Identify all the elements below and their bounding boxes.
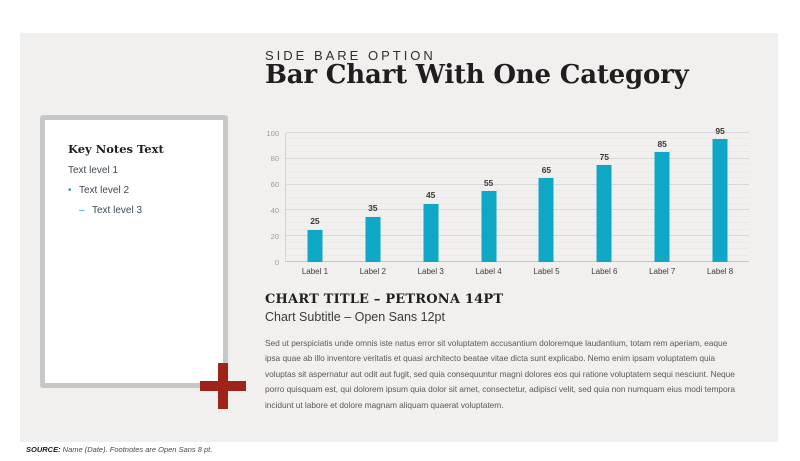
bar-value-label: 25 (310, 216, 320, 227)
x-axis-category-label: Label 7 (649, 267, 676, 276)
y-axis-tick-label: 20 (270, 231, 279, 241)
key-notes-item (68, 185, 209, 196)
bar (539, 178, 554, 262)
bar-slot (402, 133, 460, 276)
source-footnote (26, 445, 212, 454)
bar-slot (286, 133, 344, 276)
x-axis-category-label: Label 5 (533, 267, 560, 276)
x-axis-category-label: Label 8 (706, 267, 734, 276)
bar-value-label: 65 (541, 164, 552, 175)
bar (655, 152, 670, 262)
body-paragraph: Sed ut perspiciatis unde omnis iste natus error sit voluptatem accusantium doloremque laudantium, totam rem aperiam, eaque ipsa quae ab illo inventore veritatis et quasi architecto beatae vitae dicta sunt explicabo. Nemo enim ipsam voluptatem quia voluptas sit aspernatur aut odit aut fugit, sed quia consequuntur magni dolores eos qui ratione voluptatem sequi nesciunt. Neque porro quisquam est, qui dolorem ipsum quia dolor sit amet, consectetur, adipisci velit, sed quia non numquam eius modi tempora incidunt ut labore et dolore magnam aliquam quaerat voluptatem. (265, 338, 735, 410)
bar (713, 139, 728, 262)
red-cross-vertical-bar (218, 363, 228, 409)
x-axis-category-label: Label 6 (591, 267, 618, 276)
page-title: Bar Chart With One Category (265, 60, 689, 90)
dash-icon: – (79, 205, 85, 216)
bar (365, 217, 380, 262)
bar-value-label: 75 (599, 151, 610, 162)
key-notes-item (68, 165, 209, 176)
slide-background (20, 33, 778, 442)
y-axis-tick-label: 100 (266, 128, 279, 138)
bar (481, 191, 496, 262)
x-axis-category-label: Label 2 (359, 267, 386, 276)
key-notes-item (68, 205, 209, 216)
x-axis-category-label: Label 4 (475, 267, 502, 276)
key-notes-heading: Key Notes Text (68, 142, 164, 156)
bar-slot (633, 133, 691, 276)
bar-slot (691, 125, 749, 276)
bar-value-label: 85 (657, 138, 667, 149)
bar-value-label: 95 (715, 125, 725, 136)
key-notes-item-label: Text level 2 (79, 185, 130, 196)
slide-kicker: SIDE BARE OPTION (265, 48, 436, 63)
bar-slot (518, 133, 576, 276)
bullet-icon: • (68, 185, 72, 196)
y-axis (225, 128, 279, 267)
y-axis-tick-label: 60 (270, 179, 279, 189)
key-notes-panel (40, 115, 228, 388)
bar (423, 204, 438, 262)
bar-value-label: 55 (483, 177, 494, 188)
bar-value-label: 35 (368, 203, 378, 214)
key-notes-item-label: Text level 3 (92, 205, 143, 216)
x-axis-category-label: Label 3 (417, 267, 444, 276)
source-label: SOURCE: (26, 445, 61, 454)
x-axis-category-label: Label 1 (301, 267, 329, 276)
bar-value-label: 45 (425, 190, 436, 201)
y-axis-tick-label: 0 (274, 257, 279, 267)
bar (307, 230, 322, 262)
source-text: Name (Date). Footnotes are Open Sans 8 pt. (60, 445, 213, 454)
chart-title: CHART TITLE – PETRONA 14PT (265, 292, 504, 307)
bar-slot (460, 133, 518, 276)
key-notes-list (68, 165, 209, 216)
key-notes-item-label: Text level 1 (68, 165, 119, 176)
bar (597, 165, 612, 262)
chart-subtitle: Chart Subtitle – Open Sans 12pt (265, 310, 445, 324)
bar-chart-plot (285, 125, 749, 276)
y-axis-tick-label: 80 (270, 154, 279, 164)
bar-slot (575, 133, 633, 276)
bar-slot (344, 133, 402, 276)
y-axis-tick-label: 40 (270, 205, 279, 215)
